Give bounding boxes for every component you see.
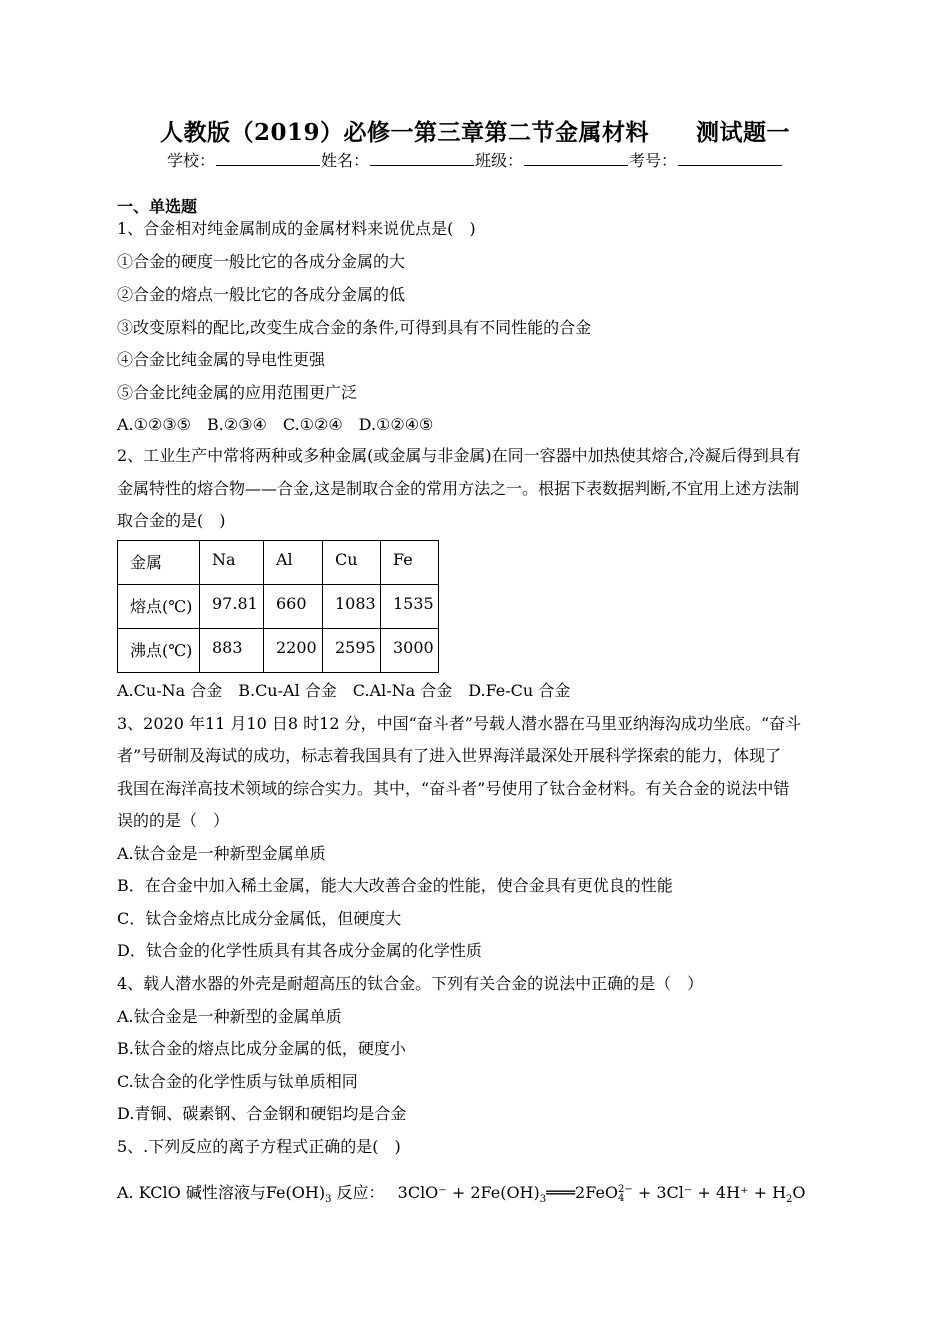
table-row	[118, 585, 439, 629]
q5-stem: 5、.下列反应的离子方程式正确的是( )	[117, 1137, 401, 1156]
q4-option: B.钛合金的熔点比成分金属的低，硬度小	[117, 1039, 406, 1058]
section-heading: 一、单选题	[117, 197, 198, 216]
q2-stem-line: 取合金的是( )	[117, 511, 226, 530]
table-cell: Cu	[323, 541, 381, 585]
water-tail: O	[792, 1183, 806, 1202]
q3-stem-line: 我国在海洋高技术领域的综合实力。其中，“奋斗者”号使用了钛合金材料。有关合金的说法中错	[117, 779, 790, 798]
table-cell: 熔点(℃)	[118, 585, 200, 629]
q1-stem: 1、合金相对纯金属制成的金属材料来说优点是( )	[117, 219, 476, 238]
equation-lhs-sub: 3	[539, 1194, 547, 1206]
q3-option: C．钛合金熔点比成分金属低，但硬度大	[117, 909, 402, 928]
name-blank[interactable]	[370, 151, 474, 166]
q1-item: ②合金的熔点一般比它的各成分金属的低	[117, 285, 406, 304]
reagent-formula: Fe(OH)	[265, 1183, 326, 1202]
table-cell: Na	[200, 541, 264, 585]
school-label: 学校：	[166, 151, 215, 170]
q4-option: D.青铜、碳素钢、合金钢和硬铝均是合金	[117, 1104, 407, 1123]
q2-stem-line: 金属特性的熔合物——合金,这是制取合金的常用方法之一。根据下表数据判断,不宜用上述方法制	[117, 479, 800, 498]
equation-arrow: ═══	[546, 1183, 576, 1202]
table-row	[118, 629, 439, 673]
table-cell: 金属	[118, 541, 200, 585]
metal-data-table	[117, 540, 439, 673]
equation-lhs: 3ClO⁻ + 2Fe(OH)	[397, 1183, 540, 1202]
table-header-row	[118, 541, 439, 585]
equation-rest: + 3Cl⁻ + 4H⁺ + H	[632, 1183, 787, 1202]
q3-stem-line: 者”号研制及海试的成功，标志着我国具有了进入世界海洋最深处开展科学探索的能力，体现了	[117, 746, 782, 765]
q1-item: ④合金比纯金属的导电性更强	[117, 350, 326, 369]
q3-option: B．在合金中加入稀土金属，能大大改善合金的性能，使合金具有更优良的性能	[117, 876, 673, 895]
table-cell: Al	[264, 541, 323, 585]
q4-stem: 4、载人潜水器的外壳是耐超高压的钛合金。下列有关合金的说法中正确的是（ ）	[117, 974, 704, 993]
q4-option: C.钛合金的化学性质与钛单质相同	[117, 1072, 358, 1091]
exam-no-label: 考号：	[629, 151, 678, 170]
ion-charge: 2−	[618, 1183, 633, 1195]
table-cell: 660	[264, 585, 323, 629]
ion-charge-stack	[618, 1185, 633, 1203]
page-title: 人教版（2019）必修一第三章第二节金属材料 测试题一	[159, 119, 790, 146]
q2-stem-line: 2、工业生产中常将两种或多种金属(或金属与非金属)在同一容器中加热使其熔合,冷凝后得到具有	[117, 446, 801, 465]
school-blank[interactable]	[216, 151, 320, 166]
q3-stem-line: 3、2020 年11 月10 日8 时12 分，中国“奋斗者”号载人潜水器在马里亚纳海沟成功坐底。“奋斗	[117, 714, 802, 733]
q3-stem-line: 误的的是（ ）	[117, 811, 230, 830]
class-blank[interactable]	[524, 151, 628, 166]
q3-option: D．钛合金的化学性质具有其各成分金属的化学性质	[117, 941, 482, 960]
table-cell: Fe	[381, 541, 439, 585]
q5-option-a-mid: 反应：	[331, 1183, 385, 1202]
table-cell: 沸点(℃)	[118, 629, 200, 673]
water-subscript: 2	[786, 1194, 793, 1206]
table-cell: 2595	[323, 629, 381, 673]
table-cell: 1535	[381, 585, 439, 629]
q1-item: ⑤合金比纯金属的应用范围更广泛	[117, 383, 358, 402]
q1-options: A.①②③⑤ B.②③④ C.①②④ D.①②④⑤	[117, 415, 434, 434]
q1-item: ①合金的硬度一般比它的各成分金属的大	[117, 252, 406, 271]
table-cell: 2200	[264, 629, 323, 673]
exam-no-blank[interactable]	[678, 151, 782, 166]
student-info-line	[0, 148, 950, 171]
reagent-subscript: 3	[325, 1194, 332, 1206]
q1-item: ③改变原料的配比,改变生成合金的条件,可得到具有不同性能的合金	[117, 318, 592, 337]
name-label: 姓名：	[320, 151, 369, 170]
ionic-equation	[397, 1183, 806, 1206]
q5-option-a-prefix: A. KClO 碱性溶液与	[117, 1183, 266, 1202]
equation-product: 2FeO	[575, 1183, 619, 1202]
q4-option: A.钛合金是一种新型的金属单质	[117, 1007, 342, 1026]
class-label: 班级：	[475, 151, 524, 170]
table-cell: 97.81	[200, 585, 264, 629]
table-cell: 883	[200, 629, 264, 673]
table-cell: 1083	[323, 585, 381, 629]
table-cell: 3000	[381, 629, 439, 673]
q5-option-a	[117, 1183, 806, 1210]
ion-subscript: 4	[618, 1192, 625, 1204]
q2-options: A.Cu-Na 合金 B.Cu-Al 合金 C.Al-Na 合金 D.Fe-Cu 合金	[117, 681, 571, 700]
q3-option: A.钛合金是一种新型金属单质	[117, 844, 326, 863]
